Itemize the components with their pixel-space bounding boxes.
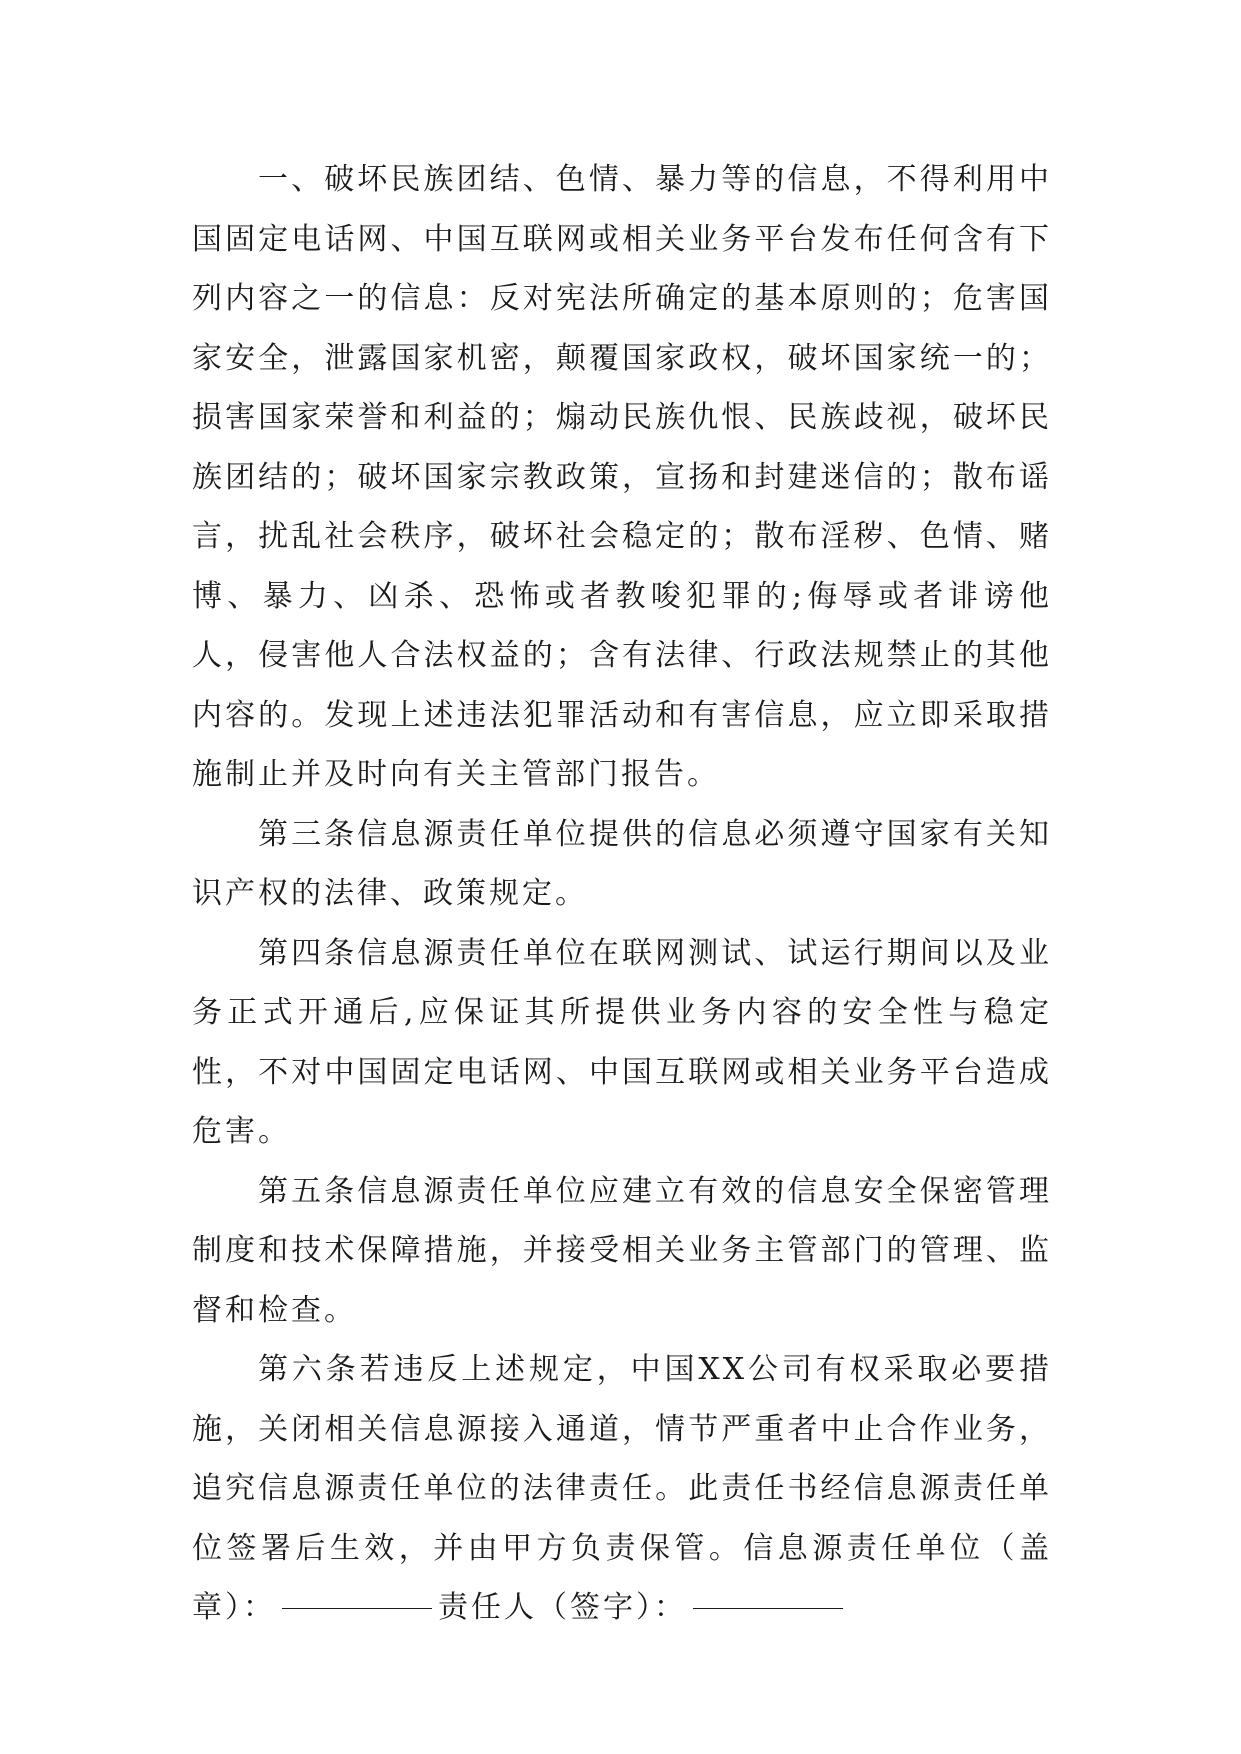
paragraph-clause-6 — [192, 1340, 1052, 1638]
paragraph-clause-5: 第五条信息源责任单位应建立有效的信息安全保密管理制度和技术保障措施，并接受相关业务主管部门的管理、监督和检查。 — [192, 1173, 1052, 1328]
seal-label: 信息源责任单位（盖章）： — [192, 1530, 1053, 1625]
signer-label: 责任人（签字）： — [438, 1590, 687, 1625]
signature-blank-line — [693, 1607, 843, 1609]
paragraph-clause-3: 第三条信息源责任单位提供的信息必须遵守国家有关知识产权的法律、政策规定。 — [192, 816, 1052, 911]
document-body — [192, 150, 1052, 1638]
clause-6-text: 第六条若违反上述规定，中国XX公司有权采取必要措施，关闭相关信息源接入通道，情节严重者中止合作业务，追究信息源责任单位的法律责任。此责任书经信息源责任单位签署后生效，并由甲方负责保管。 — [192, 1352, 1052, 1566]
seal-blank-line — [282, 1607, 432, 1609]
paragraph-clause-1: 一、破坏民族团结、色情、暴力等的信息，不得利用中国固定电话网、中国互联网或相关业务平台发布任何含有下列内容之一的信息：反对宪法所确定的基本原则的；危害国家安全，泄露国家机密，颠覆国家政权，破坏国家统一的；损害国家荣誉和利益的；煽动民族仇恨、民族歧视，破坏民族团结的；破坏国家宗教政策，宣扬和封建迷信的；散布谣言，扰乱社会秩序，破坏社会稳定的；散布淫秽、色情、赌博、暴力、凶杀、恐怖或者教唆犯罪的;侮辱或者诽谤他人，侵害他人合法权益的；含有法律、行政法规禁止的其他内容的。发现上述违法犯罪活动和有害信息，应立即采取措施制止并及时向有关主管部门报告。 — [192, 162, 1052, 792]
paragraph-clause-4: 第四条信息源责任单位在联网测试、试运行期间以及业务正式开通后,应保证其所提供业务内容的安全性与稳定性，不对中国固定电话网、中国互联网或相关业务平台造成危害。 — [192, 935, 1052, 1149]
